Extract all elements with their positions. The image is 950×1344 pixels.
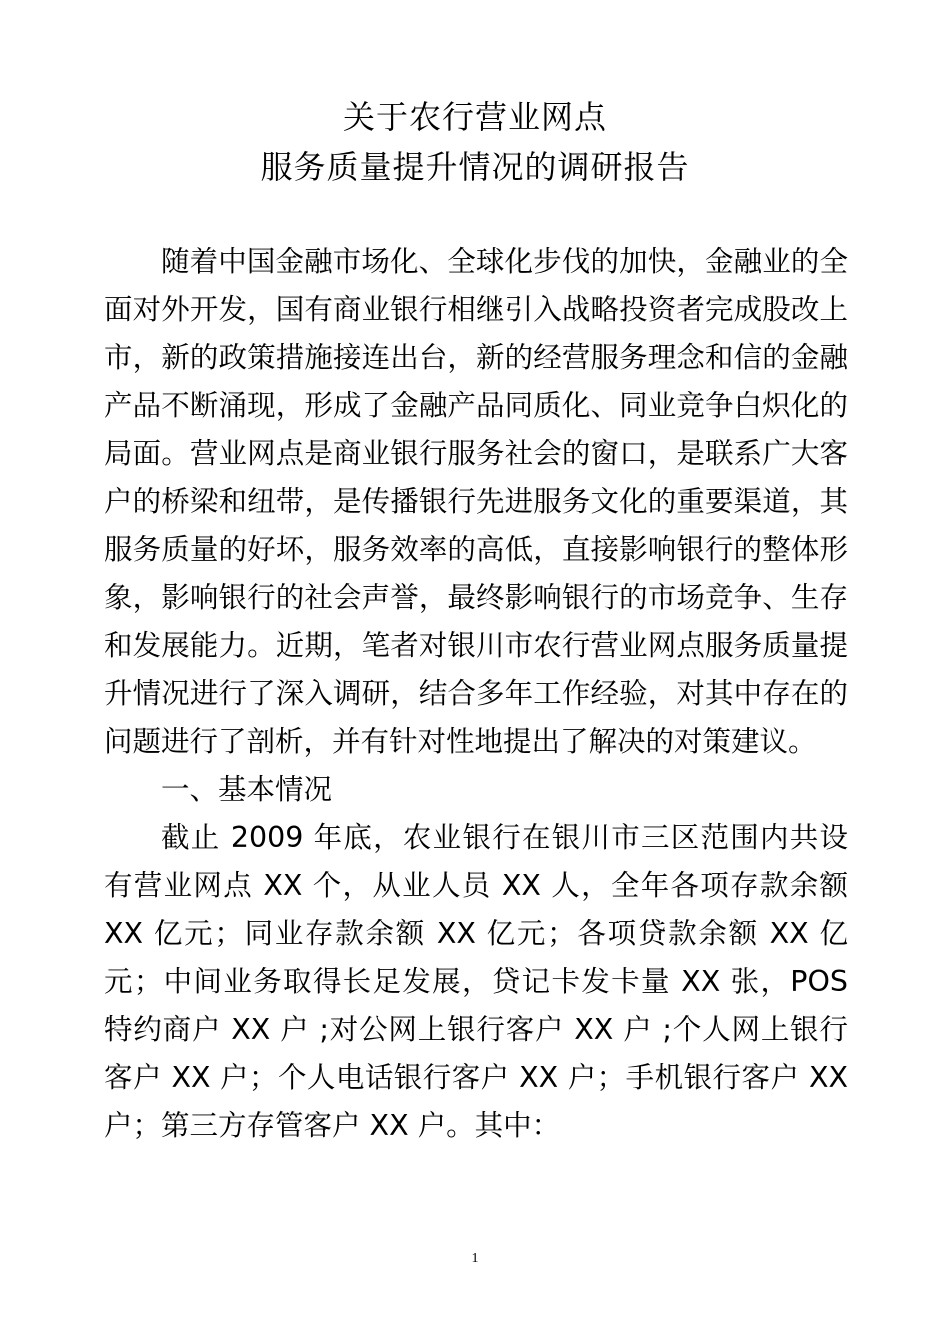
basic-situation-paragraph: 截止 2009 年底，农业银行在银川市三区范围内共设有营业网点 XX 个，从业人员 XX 人，全年各项存款余额 XX 亿元；同业存款余额 XX 亿元；各项贷款余额 XX 亿元；中间业务取得长足发展，贷记卡发卡量 XX 张，POS 特约商户 XX 户 ;对公网上银行客户 XX 户 ;个人网上银行客户 XX 户；个人电话银行客户 XX 户；手机银行客户 XX 户；第三方存管客户 XX 户。其中： [104,821,848,1142]
title-line-2: 服务质量提升情况的调研报告 [260,148,690,186]
title-line-1: 关于农行营业网点 [342,98,607,136]
document-body [104,238,848,1150]
section-heading-basic-situation: 一、基本情况 [161,773,333,806]
intro-paragraph: 随着中国金融市场化、全球化步伐的加快，金融业的全面对外开发，国有商业银行相继引入战略投资者完成股改上市，新的政策措施接连出台，新的经营服务理念和信的金融产品不断涌现，形成了金融产品同质化、同业竞争白炽化的局面。营业网点是商业银行服务社会的窗口，是联系广大客户的桥梁和纽带，是传播银行先进服务文化的重要渠道，其服务质量的好坏，服务效率的高低，直接影响银行的整体形象，影响银行的社会声誉，最终影响银行的市场竞争、生存和发展能力。近期，笔者对银川市农行营业网点服务质量提升情况进行了深入调研，结合多年工作经验，对其中存在的问题进行了剖析，并有针对性地提出了解决的对策建议。 [104,245,848,758]
page-number: 1 [471,1251,479,1266]
document-title [0,92,950,192]
